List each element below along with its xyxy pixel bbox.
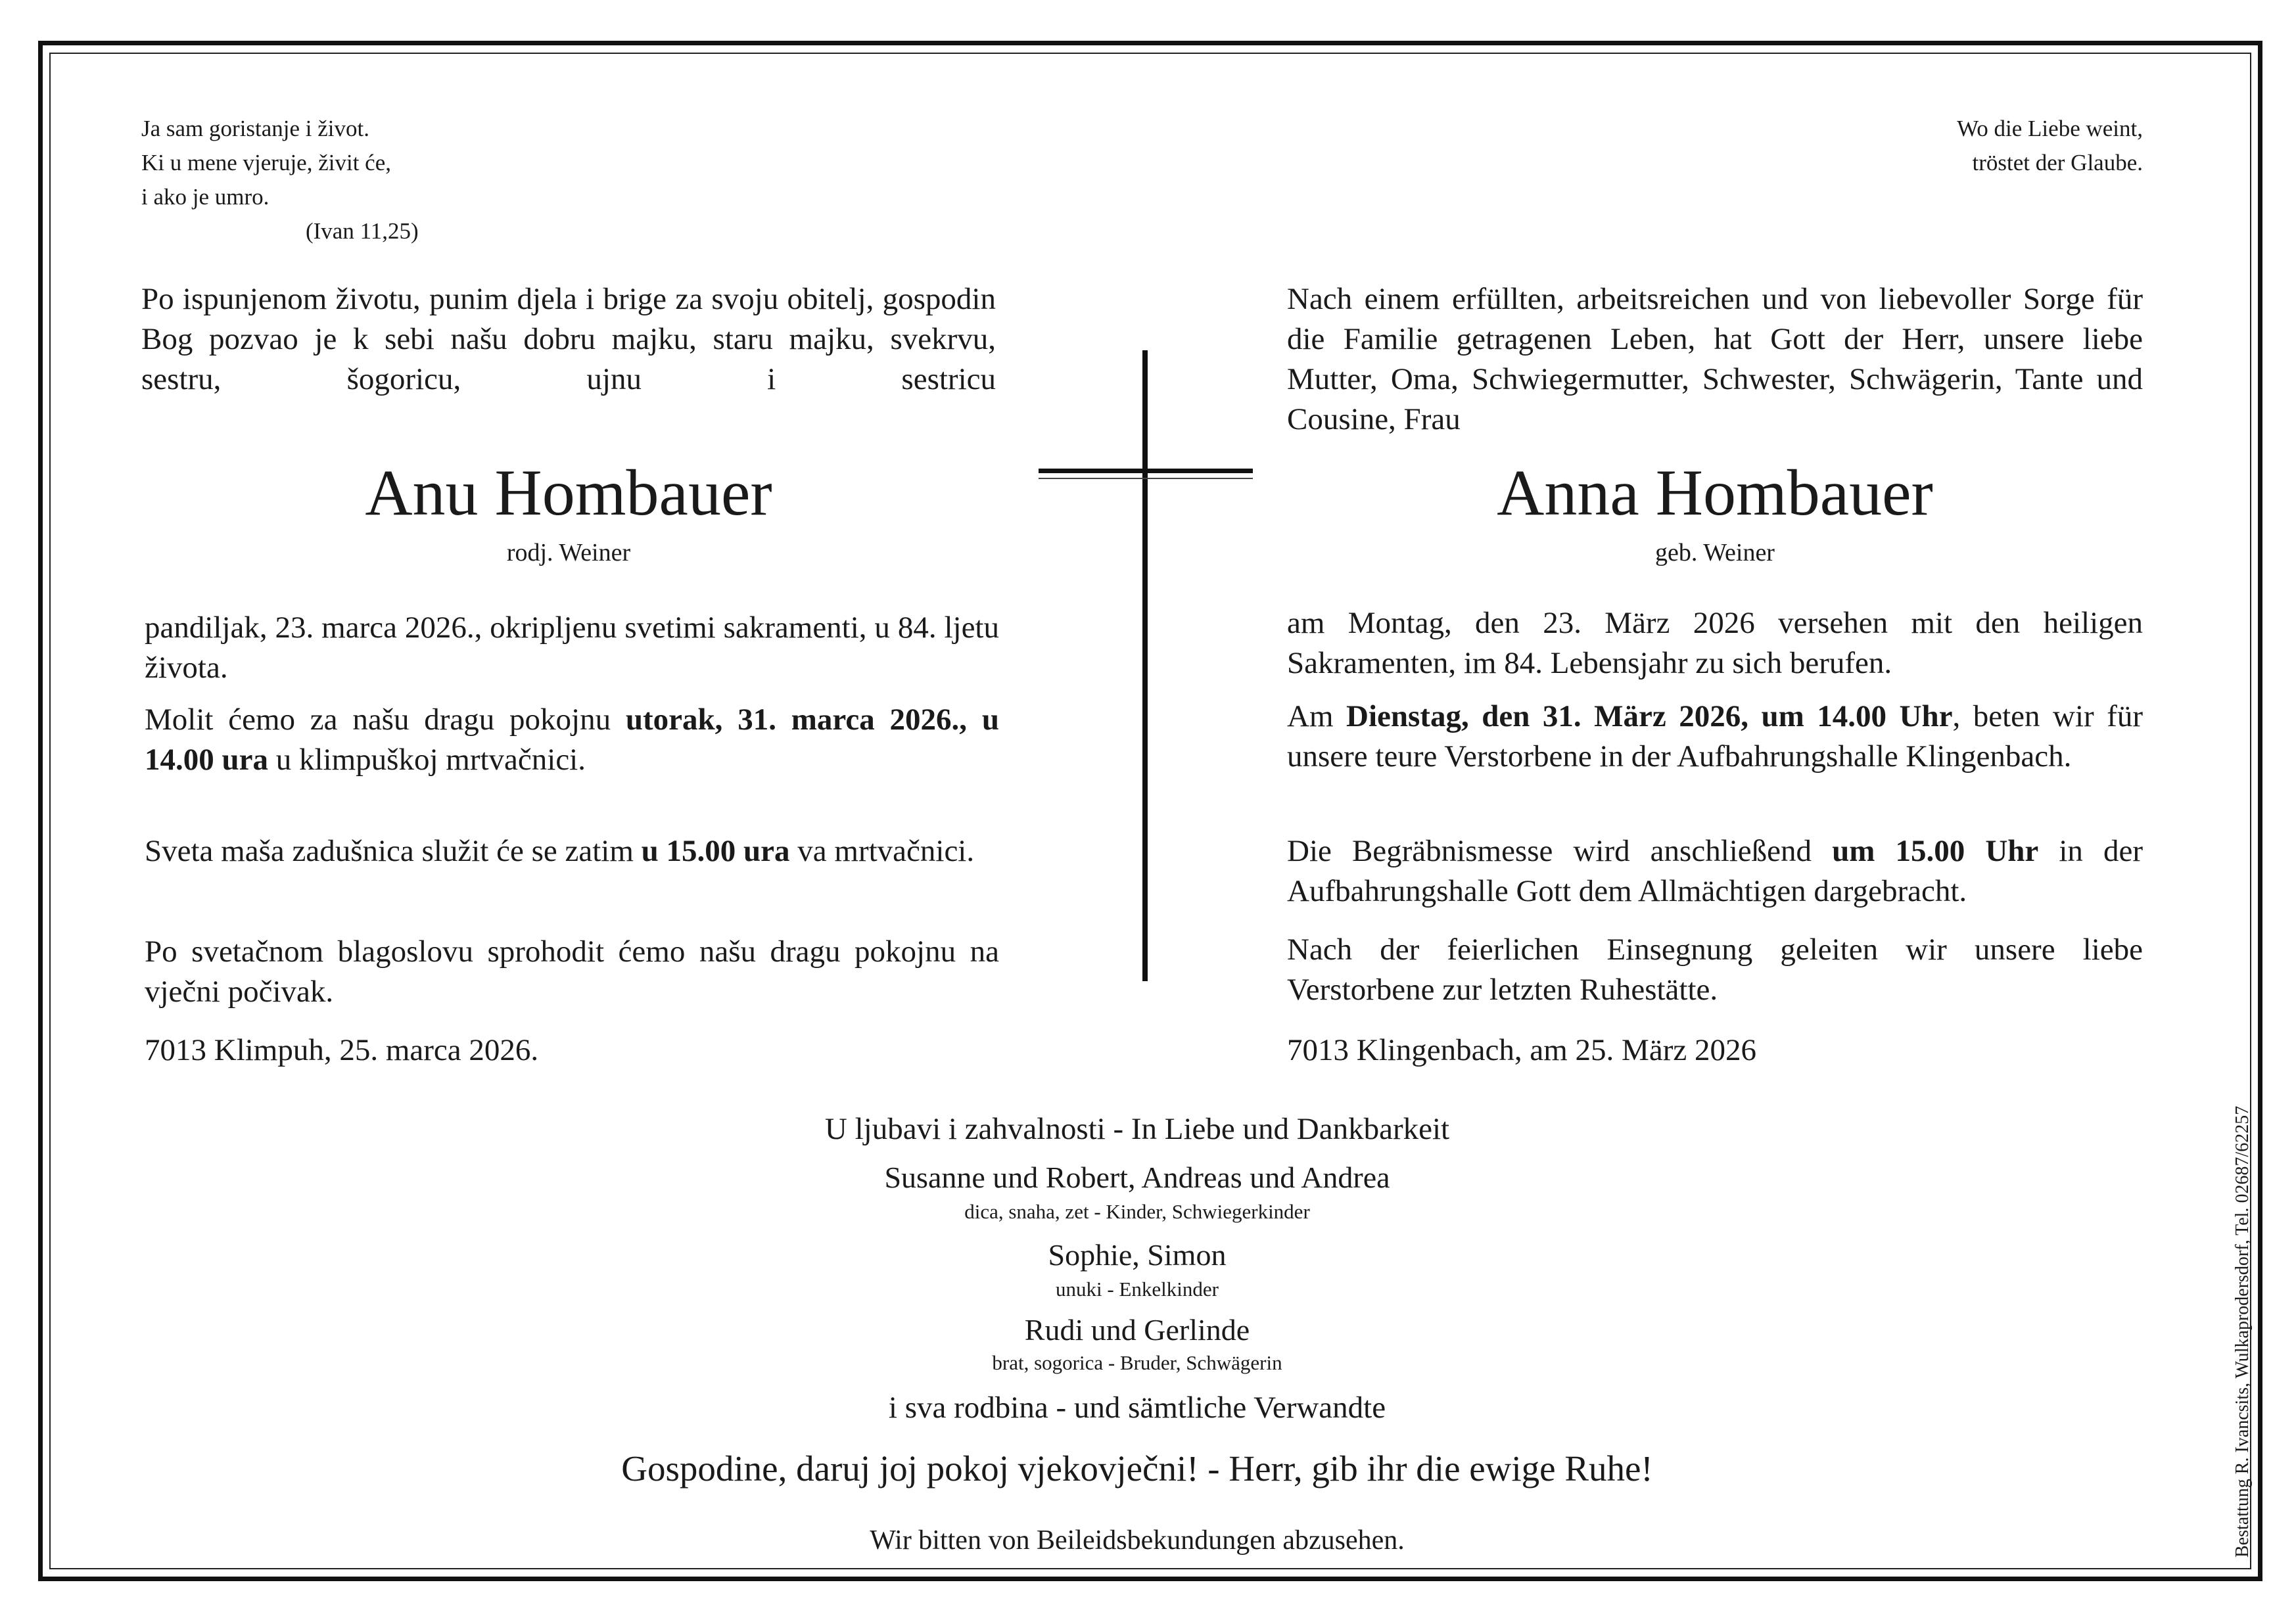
family-names: Sophie, Simon — [1048, 1238, 1227, 1272]
right-mass-time: um 15.00 Uhr — [1832, 834, 2039, 868]
left-mass-place: va mrtvačnici. — [789, 834, 975, 868]
left-prayer-date: utorak, 31. marca 2026., u 14.00 ura — [145, 703, 999, 777]
right-maiden-name: geb. Weiner — [1655, 539, 1775, 566]
right-prayer-place: , beten wir für unsere teure Verstorbene in der Aufbahrungshalle Klingenbach. — [1287, 699, 2143, 773]
right-motto-line: tröstet der Glaube. — [1972, 150, 2143, 175]
left-motto-reference: (Ivan 11,25) — [306, 218, 419, 244]
left-maiden-name: rodj. Weiner — [506, 539, 631, 566]
left-prayer-place: u klimpuškoj mrtvačnici. — [268, 743, 586, 777]
left-motto-line: Ki u mene vjeruje, živit će, — [141, 150, 391, 175]
right-deceased-name: Anna Hombauer — [1497, 456, 1933, 529]
right-prayer-date: Dienstag, den 31. März 2026, um 14.00 Uhr — [1346, 699, 1953, 733]
right-motto — [1683, 112, 2143, 180]
left-prayer-notice — [145, 700, 999, 780]
right-mass-place: in der Aufbahrungshalle Gott dem Allmächtigen dargebracht. — [1287, 834, 2144, 908]
family-relatives: i sva rodbina - und sämtliche Verwandte — [888, 1391, 1386, 1425]
left-prayer-text: Molit ćemo za našu dragu pokojnu — [145, 703, 626, 737]
left-deceased-name: Anu Hombauer — [365, 456, 772, 529]
left-burial-notice: Po svetačnom blagoslovu sprohodit ćemo našu dragu pokojnu na vječni počivak. — [145, 935, 999, 1009]
right-mass-notice — [1287, 831, 2143, 912]
right-prayer-text: Am — [1287, 699, 1347, 733]
right-place-date: 7013 Klingenbach, am 25. März 2026 — [1287, 1033, 1756, 1067]
family-names: Rudi und Gerlinde — [1024, 1313, 1250, 1347]
condolence-note: Wir bitten von Beileidsbekundungen abzusehen. — [870, 1525, 1405, 1556]
funeral-home-imprint: Bestattung R. Ivancsits, Wulkaprodersdorf, Tel. 02687/62257 — [2232, 1105, 2253, 1558]
family-heading: U ljubavi i zahvalnosti - In Liebe und Dankbarkeit — [824, 1112, 1450, 1146]
cross-bar-line — [1039, 478, 1253, 479]
left-intro: Po ispunjenom životu, punim djela i brige za svoju obitelj, gospodin Bog pozvao je k sebi našu dobru majku, staru majku, svekrvu, sestru, šogoricu, ujnu i sestricu — [141, 282, 996, 396]
right-motto-line: Wo die Liebe weint, — [1957, 116, 2143, 141]
left-motto-line: Ja sam goristanje i život. — [141, 116, 370, 141]
family-relation: unuki - Enkelkinder — [1056, 1278, 1219, 1301]
cross-icon — [1142, 350, 1148, 981]
left-mass-time: u 15.00 ura — [641, 834, 790, 868]
family-names: Susanne und Robert, Andreas und Andrea — [884, 1161, 1390, 1194]
right-intro: Nach einem erfüllten, arbeitsreichen und von liebevoller Sorge für die Familie getragenen Leben, hat Gott der Herr, unsere liebe Mutter, Oma, Schwiegermutter, Schwester, Schwägerin, Tante und Cousine, Frau — [1287, 282, 2143, 436]
right-prayer-notice — [1287, 697, 2143, 777]
closing-prayer: Gospodine, daruj joj pokoj vjekovječni! - Herr, gib ihr die ewige Ruhe! — [621, 1448, 1653, 1489]
family-relation: dica, snaha, zet - Kinder, Schwiegerkinder — [964, 1200, 1310, 1223]
cross-bar — [1039, 469, 1253, 473]
family-relation: brat, sogorica - Bruder, Schwägerin — [992, 1351, 1282, 1374]
left-mass-notice — [145, 831, 999, 871]
right-mass-text: Die Begräbnismesse wird anschließend — [1287, 834, 1833, 868]
left-motto — [141, 112, 601, 248]
left-place-date: 7013 Klimpuh, 25. marca 2026. — [145, 1033, 539, 1067]
left-death-notice: pandiljak, 23. marca 2026., okripljenu svetimi sakramenti, u 84. ljetu života. — [145, 611, 999, 685]
right-burial-notice: Nach der feierlichen Einsegnung geleiten wir unsere liebe Verstorbene zur letzten Ruhestätte. — [1287, 933, 2143, 1007]
left-motto-line: i ako je umro. — [141, 184, 269, 210]
left-mass-text: Sveta maša zadušnica služit će se zatim — [145, 834, 642, 868]
right-death-notice: am Montag, den 23. März 2026 versehen mit den heiligen Sakramenten, im 84. Lebensjahr zu sich berufen. — [1287, 606, 2143, 680]
